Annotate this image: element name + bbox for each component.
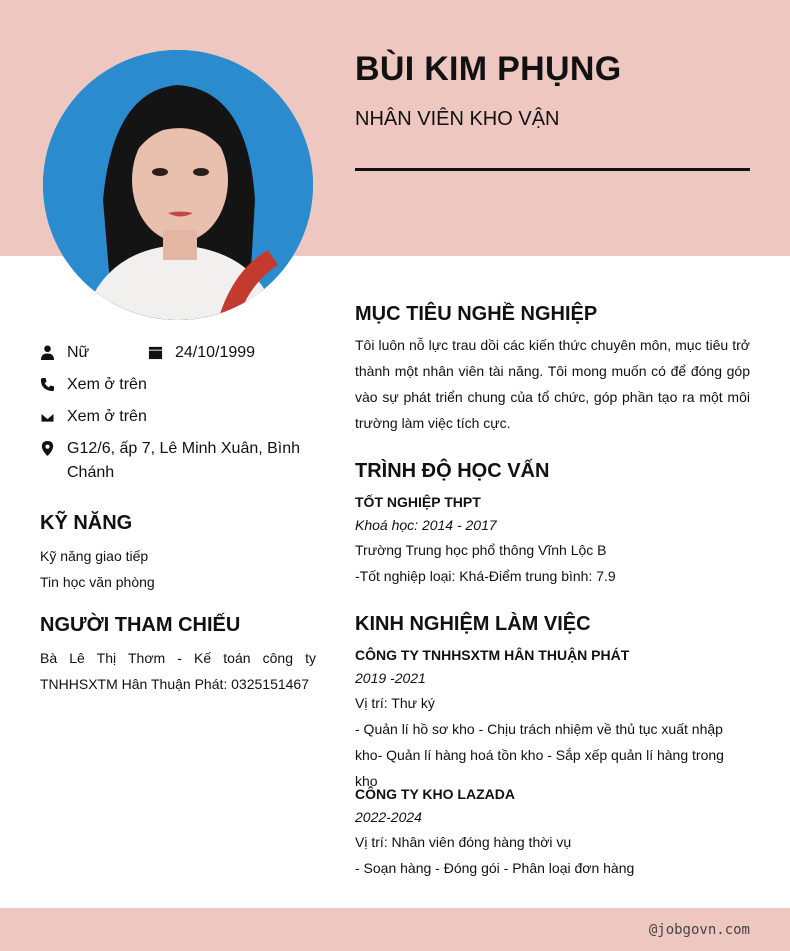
education-detail: -Tốt nghiệp loại: Khá-Điểm trung bình: 7.9 — [355, 568, 616, 584]
phone-row — [40, 373, 320, 397]
address-row — [40, 437, 318, 485]
education-school: Trường Trung học phổ thông Vĩnh Lộc B — [355, 542, 607, 558]
candidate-title: NHÂN VIÊN KHO VẬN — [355, 108, 560, 130]
mail-icon — [40, 405, 67, 429]
person-icon — [40, 341, 67, 365]
dob-value: 24/10/1999 — [175, 344, 256, 361]
job-position: Vị trí: Thư ký — [355, 695, 435, 711]
phone-value: Xem ở trên — [67, 376, 147, 393]
gender-row — [40, 341, 160, 365]
skill-item: Tin học văn phòng — [40, 574, 155, 590]
footer-watermark: @jobgovn.com — [648, 922, 750, 938]
skills-heading: KỸ NĂNG — [40, 512, 133, 534]
email-row — [40, 405, 320, 429]
gender-value: Nữ — [67, 344, 90, 361]
job-duties: - Quản lí hồ sơ kho - Chịu trách nhiệm về thủ tục xuất nhập kho- Quản lí hàng hoá tồn kho - Sắp xếp quản lí hàng trong kho — [355, 721, 724, 789]
reference-heading: NGƯỜI THAM CHIẾU — [40, 614, 241, 636]
job-duties: - Soạn hàng - Đóng gói - Phân loại đơn hàng — [355, 860, 635, 876]
profile-photo — [43, 50, 313, 320]
location-pin-icon — [40, 437, 67, 485]
reference-text: Bà Lê Thị Thơm - Kế toán công ty TNHHSXTM Hân Thuận Phát: 0325151467 — [40, 650, 316, 692]
phone-icon — [40, 373, 67, 397]
job-company: CÔNG TY TNHHSXTM HÂN THUẬN PHÁT — [355, 647, 630, 663]
education-heading: TRÌNH ĐỘ HỌC VẤN — [355, 460, 550, 482]
title-divider — [355, 168, 750, 171]
address-value: G12/6, ấp 7, Lê Minh Xuân, Bình Chánh — [67, 440, 301, 481]
education-period: Khoá học: 2014 - 2017 — [355, 517, 497, 533]
job-period: 2019 -2021 — [355, 670, 426, 686]
education-degree: TỐT NGHIỆP THPT — [355, 494, 481, 510]
objective-heading: MỤC TIÊU NGHỀ NGHIỆP — [355, 303, 598, 325]
objective-text: Tôi luôn nỗ lực trau dồi các kiến thức chuyên môn, mục tiêu trở thành một nhân viên tài năng. Tôi mong muốn có để đóng góp vào sự phát triển chung của tổ chức, góp phần tạo ra một môi trường làm việc tích cực. — [355, 337, 750, 431]
email-value: Xem ở trên — [67, 408, 147, 425]
dob-row — [148, 341, 318, 365]
experience-heading: KINH NGHIỆM LÀM VIỆC — [355, 613, 591, 635]
candidate-name: BÙI KIM PHỤNG — [355, 50, 622, 88]
calendar-icon — [148, 341, 175, 365]
job-company: CÔNG TY KHO LAZADA — [355, 786, 515, 802]
job-period: 2022-2024 — [355, 809, 422, 825]
portrait-illustration — [43, 50, 313, 320]
job-position: Vị trí: Nhân viên đóng hàng thời vụ — [355, 834, 572, 850]
skill-item: Kỹ năng giao tiếp — [40, 548, 149, 564]
